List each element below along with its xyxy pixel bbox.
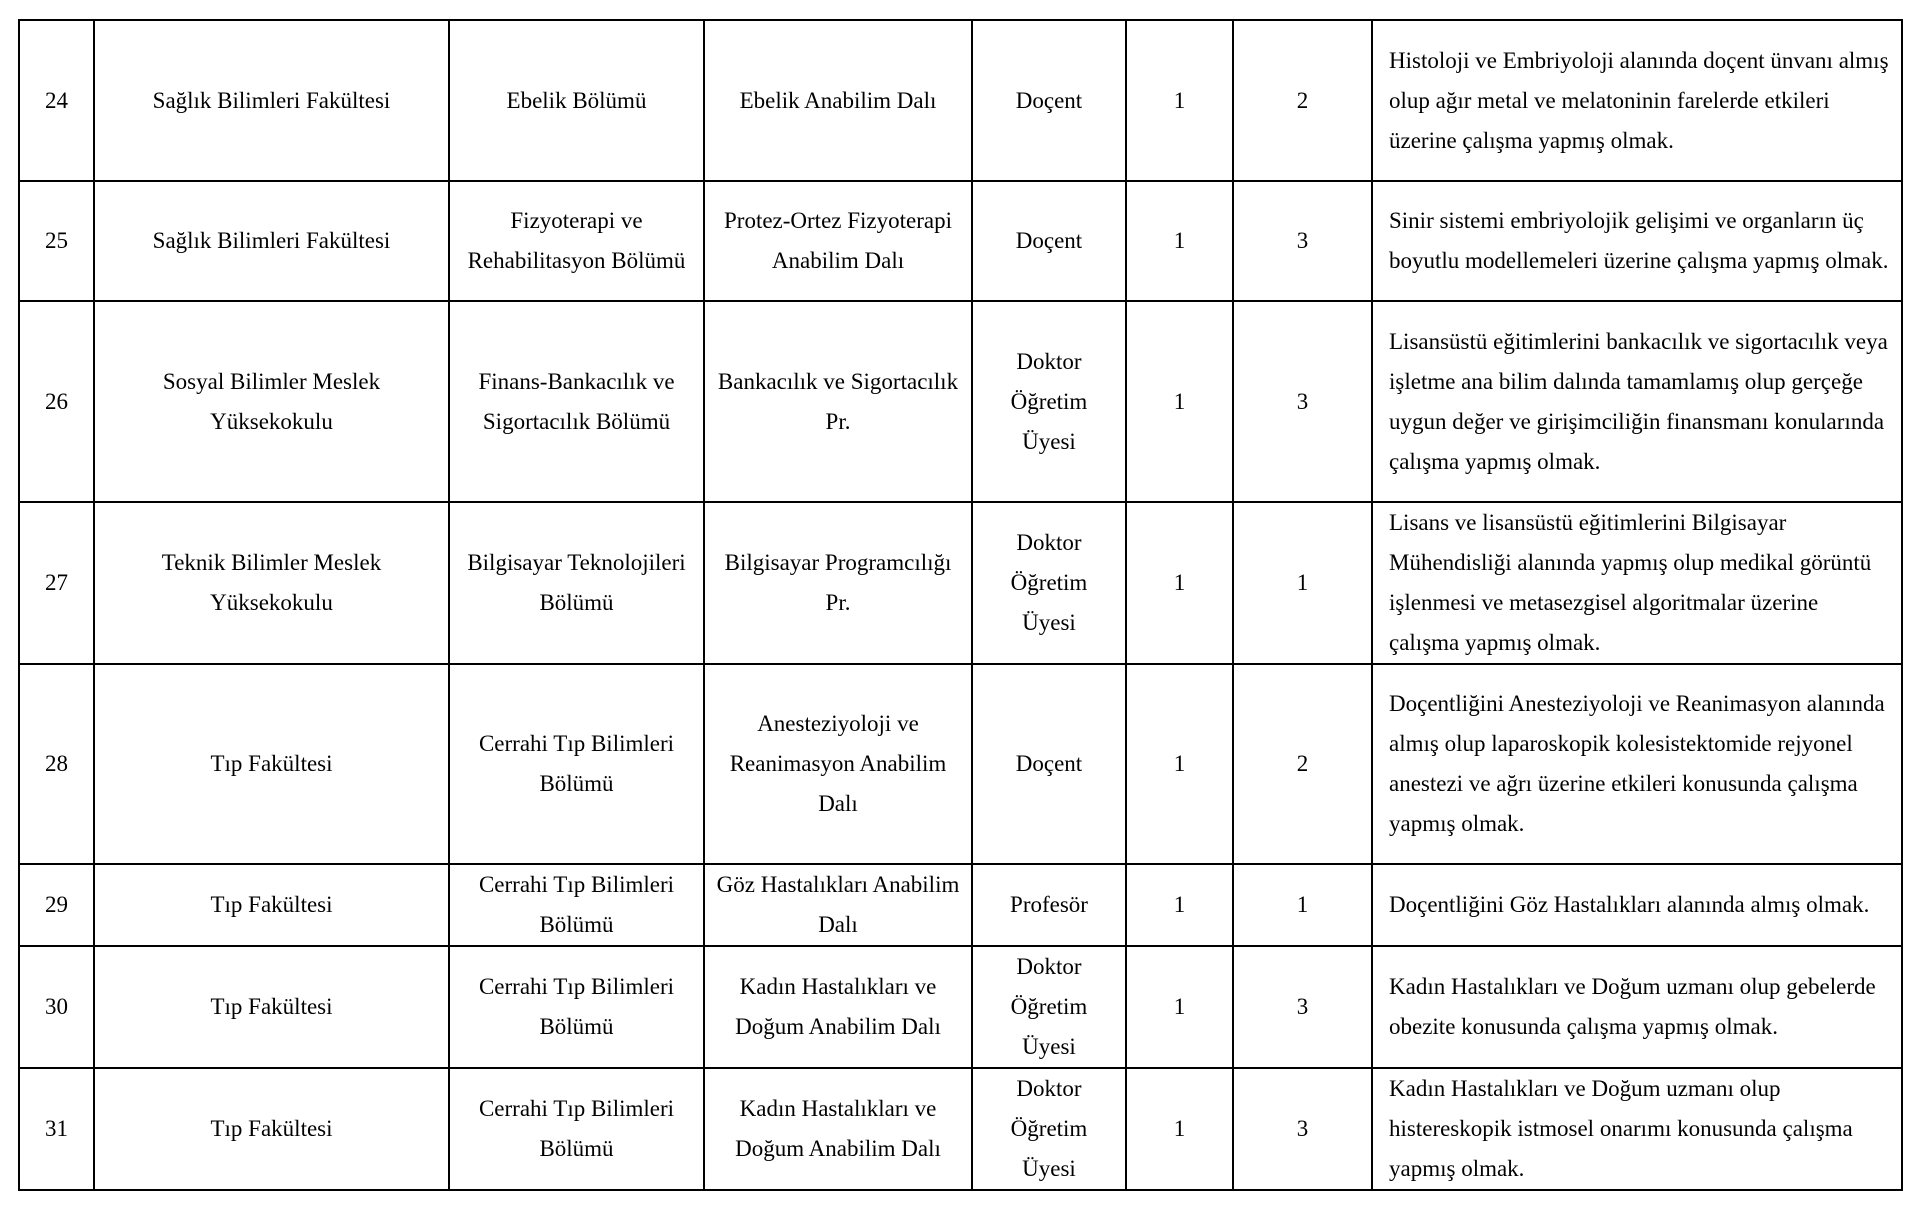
faculty-cell: Tıp Fakültesi: [94, 946, 449, 1068]
title-cell: Doçent: [972, 181, 1126, 301]
row-number: 26: [19, 301, 94, 502]
department-cell: Bilgisayar Teknolojileri Bölümü: [449, 502, 704, 664]
table-row: [19, 181, 1902, 301]
level-cell: 3: [1233, 181, 1372, 301]
requirement-cell: Kadın Hastalıkları ve Doğum uzmanı olup gebelerde obezite konusunda çalışma yapmış olmak.: [1372, 946, 1902, 1068]
faculty-cell: Teknik Bilimler Meslek Yüksekokulu: [94, 502, 449, 664]
positions-cell: 1: [1126, 864, 1233, 946]
table-row: [19, 502, 1902, 664]
level-cell: 2: [1233, 664, 1372, 864]
field-cell: Göz Hastalıkları Anabilim Dalı: [704, 864, 972, 946]
department-cell: Cerrahi Tıp Bilimleri Bölümü: [449, 946, 704, 1068]
field-cell: Bilgisayar Programcılığı Pr.: [704, 502, 972, 664]
title-cell: Profesör: [972, 864, 1126, 946]
positions-cell: 1: [1126, 20, 1233, 181]
level-cell: 1: [1233, 502, 1372, 664]
title-cell: Doçent: [972, 20, 1126, 181]
level-cell: 3: [1233, 946, 1372, 1068]
row-number: 24: [19, 20, 94, 181]
faculty-cell: Tıp Fakültesi: [94, 664, 449, 864]
positions-cell: 1: [1126, 301, 1233, 502]
requirement-cell: Sinir sistemi embriyolojik gelişimi ve organların üç boyutlu modellemeleri üzerine çalışma yapmış olmak.: [1372, 181, 1902, 301]
row-number: 25: [19, 181, 94, 301]
requirement-cell: Lisansüstü eğitimlerini bankacılık ve sigortacılık veya işletme ana bilim dalında tamamlamış olup gerçeğe uygun değer ve girişimciliğin finansmanı konularında çalışma yapmış olmak.: [1372, 301, 1902, 502]
level-cell: 1: [1233, 864, 1372, 946]
level-cell: 3: [1233, 301, 1372, 502]
field-cell: Bankacılık ve Sigortacılık Pr.: [704, 301, 972, 502]
faculty-cell: Tıp Fakültesi: [94, 1068, 449, 1190]
faculty-cell: Sağlık Bilimleri Fakültesi: [94, 181, 449, 301]
positions-cell: 1: [1126, 502, 1233, 664]
table-row: [19, 301, 1902, 502]
department-cell: Fizyoterapi ve Rehabilitasyon Bölümü: [449, 181, 704, 301]
title-cell: Doktor Öğretim Üyesi: [972, 301, 1126, 502]
level-cell: 2: [1233, 20, 1372, 181]
requirement-cell: Doçentliğini Göz Hastalıkları alanında almış olmak.: [1372, 864, 1902, 946]
field-cell: Kadın Hastalıkları ve Doğum Anabilim Dalı: [704, 1068, 972, 1190]
positions-cell: 1: [1126, 1068, 1233, 1190]
title-cell: Doktor Öğretim Üyesi: [972, 502, 1126, 664]
row-number: 30: [19, 946, 94, 1068]
title-cell: Doktor Öğretim Üyesi: [972, 1068, 1126, 1190]
field-cell: Kadın Hastalıkları ve Doğum Anabilim Dalı: [704, 946, 972, 1068]
table-row: [19, 864, 1902, 946]
title-cell: Doktor Öğretim Üyesi: [972, 946, 1126, 1068]
department-cell: Cerrahi Tıp Bilimleri Bölümü: [449, 664, 704, 864]
table-row: [19, 1068, 1902, 1190]
faculty-cell: Sağlık Bilimleri Fakültesi: [94, 20, 449, 181]
requirement-cell: Doçentliğini Anesteziyoloji ve Reanimasyon alanında almış olup laparoskopik kolesistektomide rejyonel anestezi ve ağrı üzerine etkileri konusunda çalışma yapmış olmak.: [1372, 664, 1902, 864]
requirement-cell: Histoloji ve Embriyoloji alanında doçent ünvanı almış olup ağır metal ve melatoninin farelerde etkileri üzerine çalışma yapmış olmak.: [1372, 20, 1902, 181]
level-cell: 3: [1233, 1068, 1372, 1190]
table-row: [19, 664, 1902, 864]
row-number: 27: [19, 502, 94, 664]
requirement-cell: Lisans ve lisansüstü eğitimlerini Bilgisayar Mühendisliği alanında yapmış olup medikal görüntü işlenmesi ve metasezgisel algoritmalar üzerine çalışma yapmış olmak.: [1372, 502, 1902, 664]
positions-table: [18, 19, 1903, 1191]
faculty-cell: Tıp Fakültesi: [94, 864, 449, 946]
row-number: 28: [19, 664, 94, 864]
positions-cell: 1: [1126, 664, 1233, 864]
row-number: 31: [19, 1068, 94, 1190]
title-cell: Doçent: [972, 664, 1126, 864]
department-cell: Ebelik Bölümü: [449, 20, 704, 181]
row-number: 29: [19, 864, 94, 946]
department-cell: Cerrahi Tıp Bilimleri Bölümü: [449, 864, 704, 946]
department-cell: Finans-Bankacılık ve Sigortacılık Bölümü: [449, 301, 704, 502]
table-row: [19, 946, 1902, 1068]
field-cell: Protez-Ortez Fizyoterapi Anabilim Dalı: [704, 181, 972, 301]
faculty-cell: Sosyal Bilimler Meslek Yüksekokulu: [94, 301, 449, 502]
table-row: [19, 20, 1902, 181]
requirement-cell: Kadın Hastalıkları ve Doğum uzmanı olup histereskopik istmosel onarımı konusunda çalışma yapmış olmak.: [1372, 1068, 1902, 1190]
positions-cell: 1: [1126, 946, 1233, 1068]
positions-cell: 1: [1126, 181, 1233, 301]
department-cell: Cerrahi Tıp Bilimleri Bölümü: [449, 1068, 704, 1190]
field-cell: Anesteziyoloji ve Reanimasyon Anabilim Dalı: [704, 664, 972, 864]
field-cell: Ebelik Anabilim Dalı: [704, 20, 972, 181]
